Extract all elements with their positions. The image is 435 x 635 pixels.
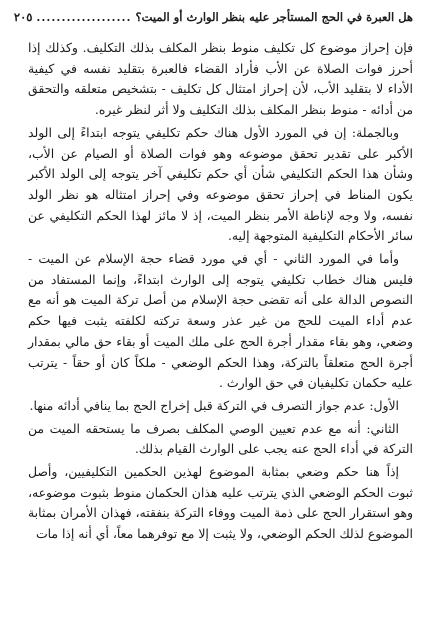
paragraph-2: وبالجملة: إن في المورد الأول هناك حكم تكليفي يتوجه ابتداءً إلى الولد الأكبر على تقدير تحقق موضوعه وهو فوات الصلاة أو الصيام عن الأب، وشأن هذا الحكم التكليفي شأن أي حكم تكليفي آخر يتوجه إلى الولد الأكبر يكون المناط في إحراز تحقق موضوعه وفي إحراز امتثاله هو نظر الولد نفسه، ولا وجه لإناطة الأمر بنظر الميت، إذ لا مائز لهذا الحكم التكليفي عن سائر الأحكام التكليفية المتوجهة إليه. (28, 124, 413, 244)
running-header (13, 10, 413, 28)
paragraph-1: فإن إحراز موضوع كل تكليف منوط بنظر المكلف بذلك التكليف. وكذلك إذا أحرز فوات الصلاة عن الأب فأراد القضاء فالعبرة بتقليد نفسه في كيفية الأداء لا بتقليد الأب، لأن إحراز امتثال كل تكليف - بتشخيص متعلقه والتحقق من أدائه - منوط بنظر المكلف بذلك التكليف ولا أثر لنظر غيره. (28, 40, 413, 118)
paragraph-4: الأول: عدم جواز التصرف في التركة قبل إخراج الحج بما ينافي أدائه منها. (29, 397, 399, 413)
page-number: ٢٠٥ (13, 10, 33, 24)
paragraph-3: وأما في المورد الثاني - أي في مورد قضاء حجة الإسلام عن الميت - فليس هناك خطاب تكليفي يتوجه إلى الوارث ابتداءً، وإنما المستفاد من النصوص الدالة على أنه تقضى حجة الإسلام من أصل تركة الميت هو أنه مع عدم أداء الميت للحج من غير عذر وسعة تركته لكلفته يثبت فيها حكم وضعي، وهو بقاء مقدار أجرة الحج على ملك الميت أو بقاء حق مالي بمقدار أجرة الحج متعلقاً بالتركة، وهذا الحكم الوضعي - ملكاً كان أو حقاً - يترتب عليه حكمان تكليفيان في حق الوارث . (28, 251, 413, 391)
page-body (28, 38, 413, 545)
paragraph-5: الثاني: أنه مع عدم تعيين الوصي المكلف بصرف ما يستحقه الميت من التركة في أداء الحج عنه يجب على الوارث القيام بذلك. (28, 420, 413, 457)
header-title: هل العبرة في الحج المستأجر عليه بنظر الوارث أو الميت؟ (135, 10, 413, 24)
paragraph-6: إذاً هنا حكم وضعي بمثابة الموضوع لهذين الحكمين التكليفيين، وأصل ثبوت الحكم الوضعي الذي يترتب عليه هذان الحكمان منوط بثبوت موضوعه، وهو استقرار الحج على ذمة الميت ووفاء التركة بنفقته، فهذان الأمران بمثابة الموضوع لذلك الحكم الوضعي، ولا يثبت إلا مع توفرهما معاً، أي أنه إذا مات (28, 464, 413, 542)
header-leader-dots: ................... (36, 10, 132, 24)
